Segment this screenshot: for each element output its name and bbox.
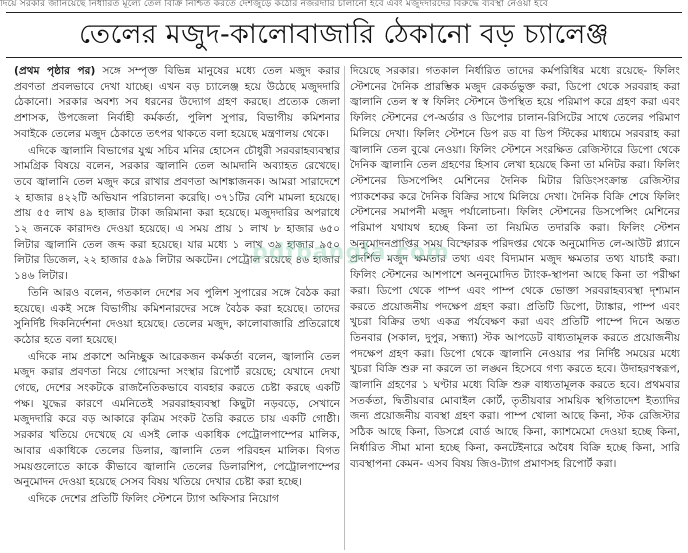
article-headline: তেলের মজুদ-কালোবাজারি ঠেকানো বড় চ্যালেঞ্জ [78, 19, 610, 50]
article-column-left [14, 64, 340, 550]
previous-article-strip [0, 0, 688, 12]
column-divider [344, 66, 345, 550]
article-paragraph: তিনি আরও বলেন, গতকাল দেশের সব পুলিশ সুপারের সঙ্গে বৈঠক করা হয়েছে। একই সঙ্গে বিভাগীয় কমিশনারদের সঙ্গে বৈঠক করা হয়েছে। তাদের সুনির্দিষ্ট দিকনির্দেশনা দেওয়া হয়েছে। তেলের মজুদ, কালোবাজারি প্রতিরোধে কঠোর হতে বলা হয়েছে। [14, 286, 340, 346]
continuation-label: (প্রথম পৃষ্ঠার পর) [14, 65, 96, 77]
article-paragraph: দিয়েছে সরকার। গতকাল নির্ধারিত তাদের কর্মপরিধির মধ্যে রয়েছে- ফিলিং স্টেশনের দৈনিক প্রারম্ভিক মজুদ রেকর্ডভুক্ত করা, ডিপো থেকে সরবরাহ করা জ্বালানি তেল স্ব স্ব ফিলিং স্টেশনে উপস্থিত হয়ে পরিমাপ করে গ্রহণ করা এবং ফিলিং স্টেশনের পে-অর্ডার ও ডিপোর চালান-রিসিটের সাথে তেলের পরিমাণ মিলিয়ে দেখা। ফিলিং স্টেশনে ডিপ রড বা ডিপ স্টিকের মাধ্যমে সরবরাহ করা জ্বালানি তেল বুঝে নেওয়া। ফিলিং স্টেশনে সংরক্ষিত রেজিস্টারে ডিপো থেকে দৈনিক জ্বালানি তেল গ্রহণের হিসাব লেখা হয়েছে কিনা তা মনিটর করা। ফিলিং স্টেশনের ডিসপেন্সিং মেশিনের দৈনিক মিটার রিডিংসংক্রান্ত রেজিস্টার প্যাকশেকর করে দৈনিক বিক্রির সাথে মিলিয়ে দেখা। দৈনিক বিক্রি শেষে ফিলিং স্টেশনের সমাপনী মজুদ পর্যালোচনা। ফিলিং স্টেশনের ডিসপেন্সিং মেশিনের পরিমাপ যথাযথ হচ্ছে কিনা তা নিয়মিত তদারকি করা। ফিলিং স্টেশন অনুমোদনপ্রাপ্তির সময় বিস্ফোরক পরিদপ্তর থেকে অনুমোদিত লে-আউট প্ল্যানে প্রদর্শিত মজুদ ক্ষমতার তথ্য এবং বিদ্যমান মজুদ ক্ষমতার তথ্য যাচাই করা। ফিলিং স্টেশনের আশপাশে অননুমোদিত ট্যাংক-স্থাপনা আছে কিনা তা পরীক্ষা করা। ডিপো থেকে পাম্প এবং পাম্প থেকে ভোক্তা সরবরাহব্যবস্থা দৃশ্যমান করতে প্রয়োজনীয় পদক্ষেপ গ্রহণ করা। প্রতিটি ডিপো, ট্যাঙ্কার, পাম্প এবং খুচরা বিক্রির তথ্য একত্র পর্যবেক্ষণ করা এবং প্রতিটি পাম্পে দিনে অন্তত তিনবার (সকাল, দুপুর, সন্ধ্যা) স্টক আপডেট বাধ্যতামূলক করতে প্রয়োজনীয় পদক্ষেপ গ্রহণ করা। ডিপো থেকে জ্বালানি নেওয়ার পর নির্দিষ্ট সময়ের মধ্যে খুচরা বিক্রি শুরু না করলে তা লঙ্ঘন হিসেবে গণ্য করতে হবে। উদাহরণস্বরূপ, জ্বালানি গ্রহণের ১ ঘণ্টার মধ্যে বিক্রি শুরু বাধ্যতামূলক করতে হবে। প্রথমবার সতর্কতা, দ্বিতীয়বার মোবাইল কোর্ট, তৃতীয়বার সাময়িক স্থগিতাদেশ ইত্যাদির জন্য প্রয়োজনীয় ব্যবস্থা গ্রহণ করা। পাম্প খোলা আছে কিনা, স্টক রেজিস্টার সঠিক আছে কিনা, ডিসপ্লে বোর্ড আছে কিনা, ক্যাশমেমো দেওয়া হচ্ছে কিনা, নির্ধারিত সীমা মানা হচ্ছে কিনা, কনটেইনারে অবৈধ বিক্রি হচ্ছে কিনা, সারি ব্যবস্থাপনা কেমন- এসব বিষয় জিও-ট্যাগ প্রমাণসহ রিপোর্ট করা। [350, 65, 680, 470]
article-paragraph [14, 64, 340, 143]
article-paragraph: এদিকে জ্বালানি বিভাগের যুগ্ম সচিব মনির হোসেন চৌধুরী সরবরাহব্যবস্থার সামগ্রিক বিষয়ে বলেন, সরকার জ্বালানি তেল আমদানি অব্যাহত রেখেছে। তবে জ্বালানি তেল মজুদ করে রাখার প্রবণতা আশঙ্কাজনক। আমরা সারাদেশে ২ হাজার ৪২২টি অভিযান পরিচালনা করেছি। ৩৭১টির বেশি মামলা হয়েছে। প্রায় ৫৫ লাখ ৪৯ হাজার টাকা জরিমানা করা হয়েছে। মজুদদারির অপরাধে ১২ জনকে কারাদণ্ড দেওয়া হয়েছে। এ সময় প্রায় ১ লাখ ৮ হাজার ৬৫০ লিটার জ্বালানি তেল জব্দ করা হয়েছে। যার মধ্যে ১ লাখ ৩৯ হাজার ৯৫০ লিটার ডিজেল, ২২ হাজার ৫৯৯ লিটার অকটেন। পেট্রোল রয়েছে ৪৬ হাজার ১৪৬ লিটার। [14, 144, 340, 283]
article-column-right [350, 64, 680, 550]
article-paragraph: এদিকে দেশের প্রতিটি ফিলিং স্টেশনে ট্যাগ অফিসার নিয়োগ [28, 492, 279, 505]
site-watermark: pdfbangla.com [252, 240, 450, 265]
paragraph-text: সঙ্গে সম্পৃক্ত বিভিন্ন মানুষের মধ্যে তেল মজুদ করার প্রবণতা প্রবলভাবে দেখা যাচ্ছে। এখন বড় চ্যালেঞ্জ হয়ে উঠেছে মজুদদারি ঠেকানো। সরকার অবশ্য সব ধরনের উদ্যোগ গ্রহণ করছে। প্রত্যেক জেলা প্রশাসক, উপজেলা নির্বাহী কর্মকর্তা, পুলিশ সুপার, বিভাগীয় কমিশনার সবাইকে তেলের মজুদ ঠেকাতে তৎপর থাকতে বলা হয়েছে মন্ত্রণালয় থেকে। [14, 65, 340, 140]
previous-article-text: দিয়ে সরকার জানিয়েছে নির্ধারিত মূল্যে তেল বিক্রি নিশ্চিত করতে দেশজুড়ে কঠোর নজরদারি চালানো হবে এবং মজুদদারদের বিরুদ্ধে ব্যবস্থা নেওয়া হবে [0, 0, 548, 9]
headline-box [6, 12, 682, 58]
article-paragraph: এদিকে নাম প্রকাশে অনিচ্ছুক আরেকজন কর্মকর্তা বলেন, জ্বালানি তেল মজুদ করার প্রবণতা নিয়ে গোয়েন্দা সংস্থার রিপোর্ট রয়েছে; যেখানে দেখা গেছে, দেশের সংকটকে রাজনৈতিকভাবে ব্যবহার করতে চেষ্টা করছে একটি পক্ষ। যুদ্ধের কারণে এমনিতেই সরবরাহব্যবস্থা কিছুটা নড়বড়ে, সেখানে মজুদদারি করে বড় আকারে কৃত্রিম সংকট তৈরি করতে চায় একটি গোষ্ঠী। সরকার খতিয়ে দেখেছে যে এসই লোক একাধিক পেট্রোলপাম্পের মালিক, আবার একাধিকে তেলের ডিলার, জ্বালানি তেল পরিবহন মালিক। বিগত সময়গুলোতে কাকে কীভাবে জ্বালানি তেলের ডিলারশিপ, পেট্রোলপাম্পের অনুমোদন দেওয়া হয়েছে সেসব বিষয় খতিয়ে দেখার চেষ্টা করা হচ্ছে। [14, 350, 340, 489]
